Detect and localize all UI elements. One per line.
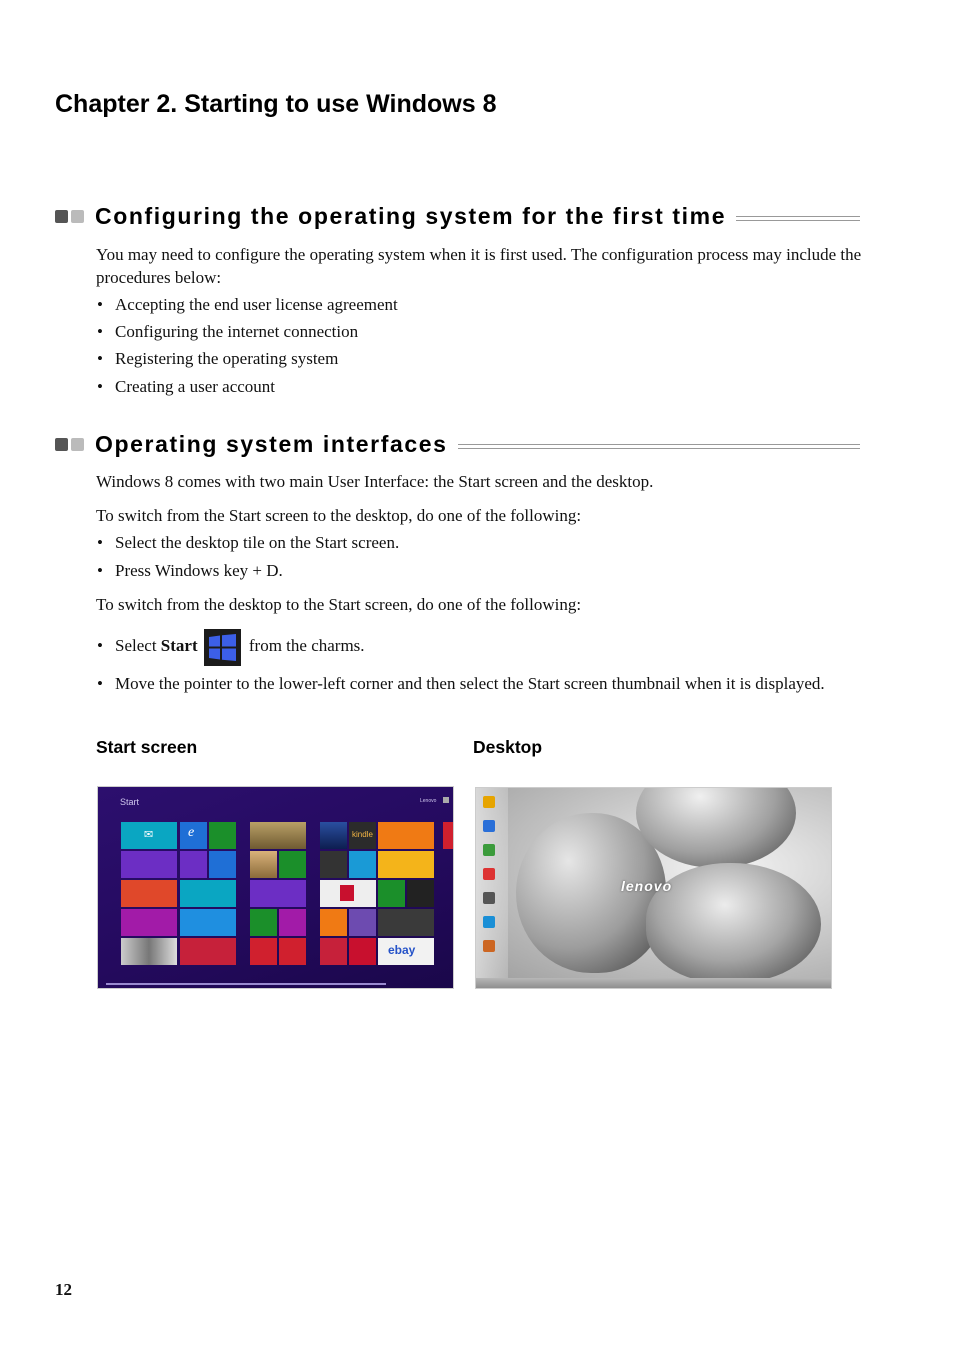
app-tile xyxy=(407,880,434,907)
mail-tile: ✉ xyxy=(121,822,177,849)
app-tile xyxy=(320,938,347,965)
desktop-shortcut-icon xyxy=(483,844,495,856)
people-tile xyxy=(121,880,177,907)
section-title: Configuring the operating system for the first time xyxy=(95,202,727,229)
app-tile xyxy=(349,938,376,965)
from-charms-text: from the charms. xyxy=(248,636,365,655)
desktop-image xyxy=(475,787,832,989)
stone-right xyxy=(646,863,821,983)
weather-tile xyxy=(180,909,236,936)
section-intro: You may need to configure the operating system when it is first used. The configuration process may include the procedures below: xyxy=(96,245,862,287)
start-bold-label: Start xyxy=(160,636,198,655)
maps-tile xyxy=(250,851,277,878)
kindle-label: kindle xyxy=(352,830,373,839)
avatar xyxy=(443,797,449,803)
desktop-shortcut-icon xyxy=(483,892,495,904)
desktop-tile xyxy=(121,938,177,965)
list-item: • Configuring the internet connection xyxy=(96,320,866,343)
evernote-tile xyxy=(320,851,347,878)
xbox-video-tile xyxy=(279,938,306,965)
app-tile xyxy=(378,822,434,849)
app-tile xyxy=(378,851,434,878)
ie-tile: e xyxy=(180,822,207,849)
to-start-list xyxy=(96,626,866,666)
section-bullet-icon xyxy=(55,438,87,451)
caption-desktop: Desktop xyxy=(473,737,543,757)
to-desktop-text: To switch from the Start screen to the desktop, do one of the following: xyxy=(96,506,582,525)
video-tile xyxy=(180,851,207,878)
windows-start-icon xyxy=(204,629,241,666)
news-tile xyxy=(180,938,236,965)
desktop-shortcut-icon xyxy=(483,820,495,832)
user-name: Lenovo xyxy=(420,798,437,804)
app-tile xyxy=(443,822,453,849)
list-item: • Move the pointer to the lower-left corner and then select the Start screen thumbnail when it is displayed. xyxy=(96,672,866,695)
games-trophy-tile xyxy=(250,880,306,907)
desktop-shortcut-icon xyxy=(483,868,495,880)
music-tile xyxy=(250,938,277,965)
section-bullet-icon xyxy=(55,210,87,223)
interfaces-intro: Windows 8 comes with two main User Interface: the Start screen and the desktop. xyxy=(96,472,654,491)
store-tile xyxy=(209,822,236,849)
start-screen-image xyxy=(97,786,454,989)
list-item: • Accepting the end user license agreement xyxy=(96,293,866,316)
to-start-text: To switch from the desktop to the Start screen, do one of the following: xyxy=(96,595,582,614)
list-item: • Registering the operating system xyxy=(96,347,866,370)
skydrive-tile xyxy=(209,851,236,878)
travel-tile xyxy=(250,822,306,849)
scrollbar xyxy=(106,983,386,985)
section-header-configuring xyxy=(55,201,860,231)
section-rule xyxy=(458,444,860,449)
desktop-shortcut-icon xyxy=(483,940,495,952)
desktop-shortcut-icon xyxy=(483,916,495,928)
taskbar xyxy=(476,978,831,988)
photos-tile xyxy=(180,880,236,907)
caption-start-screen: Start screen xyxy=(96,737,198,757)
xbox-games-tile xyxy=(250,909,277,936)
ebay-tile xyxy=(378,938,434,965)
list-item: • Press Windows key + D. xyxy=(96,559,866,582)
stone-top xyxy=(636,787,796,868)
to-desktop-list xyxy=(96,531,866,582)
camera-tile xyxy=(279,909,306,936)
start-screen-title: Start xyxy=(120,797,140,807)
app-tile xyxy=(320,822,347,849)
calendar-tile xyxy=(121,851,177,878)
app-tile xyxy=(349,909,376,936)
config-steps-list xyxy=(96,293,866,398)
mcafee-tile xyxy=(320,880,376,907)
section-rule xyxy=(736,216,860,221)
select-text: Select xyxy=(115,636,157,655)
lenovo-logo: lenovo xyxy=(621,878,673,894)
section-title: Operating system interfaces xyxy=(95,430,448,457)
pointer-list xyxy=(96,672,866,695)
list-item xyxy=(96,626,866,666)
chapter-title: Chapter 2. Starting to use Windows 8 xyxy=(55,90,497,118)
app-tile xyxy=(320,909,347,936)
ebay-label: ebay xyxy=(388,943,416,957)
section-header-interfaces xyxy=(55,429,860,459)
app-tile xyxy=(378,880,405,907)
desktop-shortcut-icon xyxy=(483,796,495,808)
app-tile xyxy=(378,909,434,936)
list-item: • Select the desktop tile on the Start screen. xyxy=(96,531,866,554)
skype-tile xyxy=(349,851,376,878)
messaging-tile xyxy=(121,909,177,936)
kindle-tile xyxy=(349,822,376,849)
finance-tile xyxy=(279,851,306,878)
page-number: 12 xyxy=(55,1280,72,1299)
list-item: • Creating a user account xyxy=(96,375,866,398)
